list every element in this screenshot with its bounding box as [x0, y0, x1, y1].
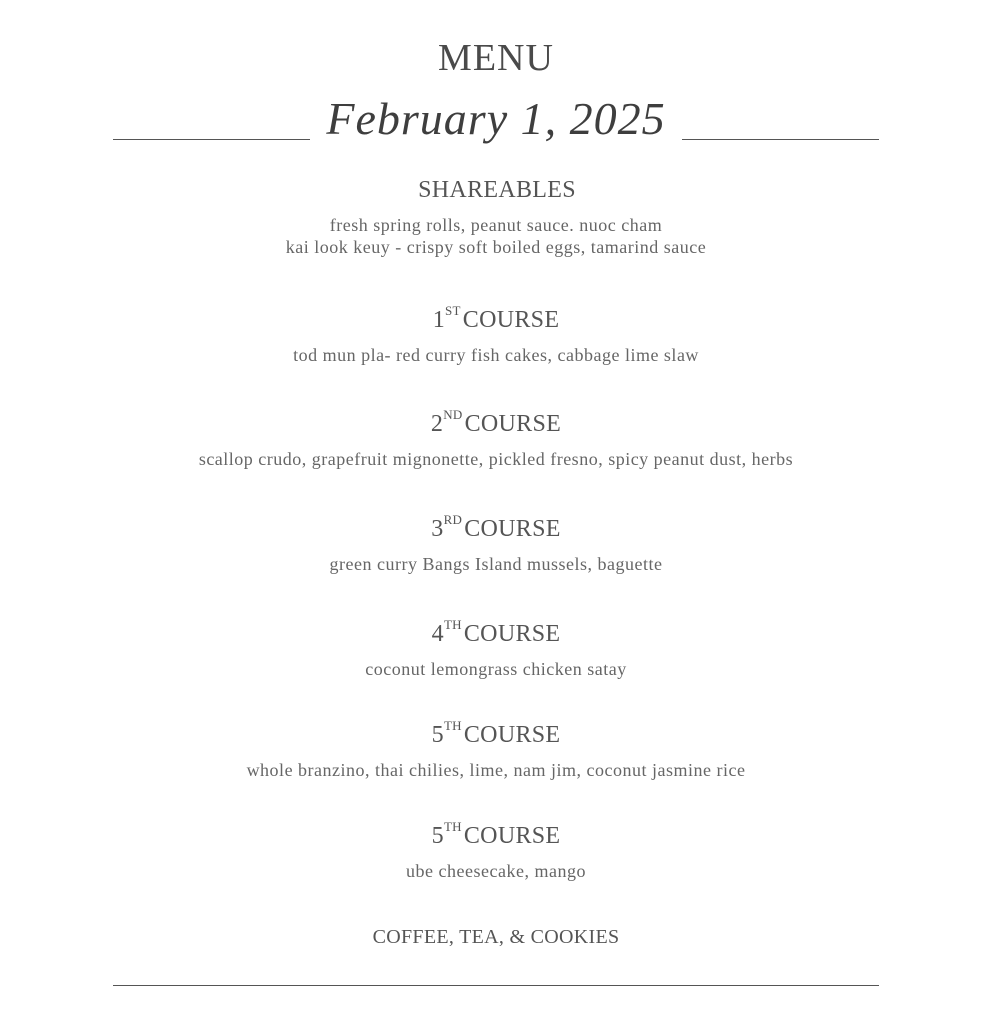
section-items — [0, 448, 992, 470]
section-course-2 — [0, 407, 992, 470]
section-items — [0, 553, 992, 575]
section-heading: SHAREABLES — [418, 177, 576, 203]
section-course-5 — [0, 718, 992, 781]
section-items — [0, 759, 992, 781]
section-heading: 5THCOURSE — [431, 718, 561, 748]
section-course-3 — [0, 512, 992, 575]
menu-item: scallop crudo, grapefruit mignonette, pickled fresno, spicy peanut dust, herbs — [198, 449, 794, 469]
section-course-dessert — [0, 819, 992, 882]
bottom-divider — [113, 985, 879, 986]
menu-date-text: February 1, 2025 — [310, 93, 681, 144]
section-items — [0, 658, 992, 680]
section-heading: 1STCOURSE — [432, 303, 560, 333]
section-heading: 3RDCOURSE — [431, 512, 561, 542]
section-heading: 2NDCOURSE — [430, 407, 562, 437]
section-course-4 — [0, 617, 992, 680]
menu-item: kai look keuy - crispy soft boiled eggs, tamarind sauce — [285, 237, 707, 257]
menu-item: fresh spring rolls, peanut sauce. nuoc cham — [329, 215, 663, 235]
section-items — [0, 214, 992, 258]
section-shareables — [0, 176, 992, 258]
section-items — [0, 344, 992, 366]
menu-item: whole branzino, thai chilies, lime, nam jim, coconut jasmine rice — [246, 760, 746, 780]
menu-title: MENU — [438, 37, 554, 79]
section-heading: 5THCOURSE — [431, 819, 561, 849]
menu-item: ube cheesecake, mango — [406, 861, 586, 881]
menu-item: tod mun pla- red curry fish cakes, cabbage lime slaw — [293, 345, 699, 365]
section-course-1 — [0, 303, 992, 366]
section-heading: 4THCOURSE — [431, 617, 561, 647]
menu-date — [0, 92, 992, 145]
menu-item: green curry Bangs Island mussels, baguette — [329, 554, 663, 574]
section-items — [0, 860, 992, 882]
closing-line: COFFEE, TEA, & COOKIES — [372, 926, 620, 948]
menu-item: coconut lemongrass chicken satay — [365, 659, 627, 679]
